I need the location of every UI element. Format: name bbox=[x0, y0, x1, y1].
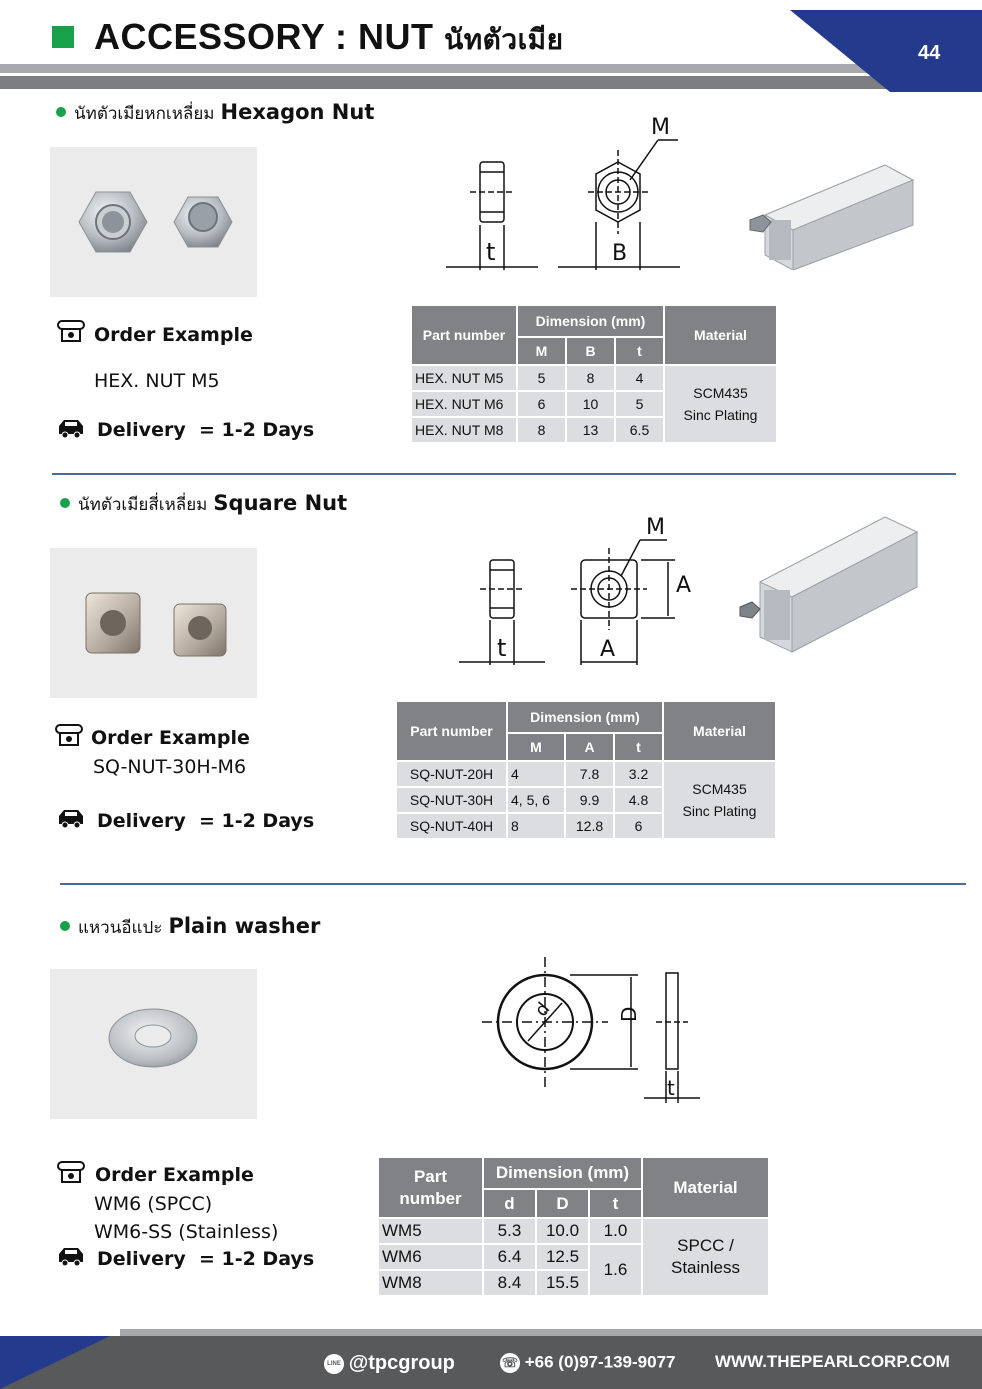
table-header-part bbox=[379, 1158, 482, 1217]
square-delivery-value: = 1-2 Days bbox=[198, 810, 315, 832]
hex-dim-b: B bbox=[612, 241, 628, 266]
hex-delivery-label: Delivery bbox=[97, 419, 186, 441]
square-nut-photo bbox=[50, 548, 257, 698]
washer-dim-t: t bbox=[667, 1076, 675, 1100]
table-col-m: M bbox=[508, 734, 564, 760]
table-cell: WM6 bbox=[379, 1245, 482, 1269]
truck-icon bbox=[57, 808, 85, 828]
washer-drawing bbox=[480, 955, 710, 1110]
table-header-material: Material bbox=[664, 702, 775, 760]
table-material-cell bbox=[665, 366, 776, 442]
hex-spec-table bbox=[410, 304, 778, 444]
table-cell: 13 bbox=[567, 418, 614, 442]
washer-photo bbox=[50, 969, 257, 1119]
square-order-value: SQ-NUT-30H-M6 bbox=[93, 756, 247, 778]
square-profile-illustration bbox=[735, 512, 920, 662]
hex-order-value: HEX. NUT M5 bbox=[94, 370, 220, 392]
table-cell: 8 bbox=[518, 418, 565, 442]
page-number: 44 bbox=[918, 42, 941, 64]
table-cell: 8 bbox=[567, 366, 614, 390]
footer-phone-number: +66 (0)97-139-9077 bbox=[524, 1352, 676, 1372]
washer-spec-table bbox=[377, 1156, 770, 1297]
header-line: number bbox=[399, 1188, 462, 1208]
washer-delivery-label: Delivery bbox=[97, 1248, 186, 1270]
page-title-th: นัทตัวเมีย bbox=[444, 24, 564, 55]
hex-delivery-value: = 1-2 Days bbox=[198, 419, 315, 441]
table-col-D: D bbox=[537, 1190, 588, 1217]
table-header-dimension: Dimension (mm) bbox=[518, 306, 663, 336]
washer-title-th: แหวนอีแปะ bbox=[78, 918, 163, 938]
phone-icon bbox=[57, 320, 85, 342]
table-cell: WM8 bbox=[379, 1271, 482, 1295]
hex-title-th: นัทตัวเมียหกเหลี่ยม bbox=[74, 104, 215, 124]
footer-corner-tab bbox=[0, 1336, 120, 1389]
table-cell: 12.8 bbox=[566, 814, 613, 838]
material-line: SCM435 bbox=[693, 385, 748, 401]
table-col-m: M bbox=[518, 338, 565, 364]
hex-delivery bbox=[97, 419, 314, 441]
table-cell: 4 bbox=[508, 762, 564, 786]
table-cell: SQ-NUT-20H bbox=[397, 762, 506, 786]
table-cell: 15.5 bbox=[537, 1271, 588, 1295]
phone-circle-icon: ☏ bbox=[500, 1353, 520, 1373]
phone-icon bbox=[55, 724, 83, 746]
washer-delivery-value: = 1-2 Days bbox=[198, 1248, 315, 1270]
hex-dim-t: t bbox=[486, 238, 496, 266]
table-cell: HEX. NUT M8 bbox=[412, 418, 516, 442]
page-title bbox=[94, 16, 564, 62]
table-cell: 4.8 bbox=[615, 788, 662, 812]
table-header-material: Material bbox=[665, 306, 776, 364]
square-delivery bbox=[97, 810, 314, 832]
table-col-t: t bbox=[615, 734, 662, 760]
line-app-icon: LINE bbox=[324, 1354, 344, 1374]
section-divider bbox=[52, 473, 956, 475]
table-cell: SQ-NUT-30H bbox=[397, 788, 506, 812]
material-line: SCM435 bbox=[692, 781, 747, 797]
square-section-title bbox=[60, 491, 347, 518]
washer-title-en: Plain washer bbox=[168, 914, 321, 938]
table-col-d: d bbox=[484, 1190, 535, 1217]
table-col-a: A bbox=[566, 734, 613, 760]
table-cell: 3.2 bbox=[615, 762, 662, 786]
table-cell: 10 bbox=[567, 392, 614, 416]
hex-nut-drawing bbox=[440, 110, 690, 275]
header-line: Part bbox=[413, 1166, 448, 1186]
bullet-icon bbox=[56, 107, 66, 117]
square-nut-drawing bbox=[455, 510, 705, 670]
washer-delivery bbox=[97, 1248, 314, 1270]
truck-icon bbox=[57, 418, 85, 438]
table-header-dimension: Dimension (mm) bbox=[484, 1158, 641, 1188]
square-spec-table bbox=[395, 700, 777, 840]
table-header-part: Part number bbox=[397, 702, 506, 760]
table-cell: 4, 5, 6 bbox=[508, 788, 564, 812]
bullet-icon bbox=[60, 921, 70, 931]
square-delivery-label: Delivery bbox=[97, 810, 186, 832]
header-bar-dark bbox=[0, 76, 900, 89]
hex-nut-photo bbox=[50, 147, 257, 297]
table-cell: 4 bbox=[616, 366, 663, 390]
footer-line-id: @tpcgroup bbox=[348, 1352, 455, 1374]
table-row bbox=[379, 1219, 768, 1243]
material-line: Stainless bbox=[671, 1258, 740, 1277]
material-line: SPCC / bbox=[677, 1236, 734, 1255]
square-dim-t: t bbox=[497, 634, 507, 662]
phone-icon bbox=[57, 1161, 85, 1183]
table-cell: 9.9 bbox=[566, 788, 613, 812]
table-row bbox=[397, 762, 775, 786]
washer-dim-d: d bbox=[530, 998, 555, 1021]
square-dim-a-bottom: A bbox=[600, 637, 616, 662]
footer-phone[interactable] bbox=[500, 1352, 676, 1373]
table-cell: 8 bbox=[508, 814, 564, 838]
material-line: Sinc Plating bbox=[683, 407, 758, 423]
washer-order-value-1: WM6 (SPCC) bbox=[94, 1193, 213, 1215]
table-header-dimension: Dimension (mm) bbox=[508, 702, 662, 732]
table-cell: 5 bbox=[518, 366, 565, 390]
hex-nut-image bbox=[50, 147, 257, 297]
table-cell: HEX. NUT M5 bbox=[412, 366, 516, 390]
table-row bbox=[412, 366, 776, 390]
table-cell: 6 bbox=[518, 392, 565, 416]
table-cell: 12.5 bbox=[537, 1245, 588, 1269]
table-col-b: B bbox=[567, 338, 614, 364]
table-material-cell bbox=[664, 762, 775, 838]
table-cell: 1.0 bbox=[590, 1219, 641, 1243]
material-line: Sinc Plating bbox=[682, 803, 757, 819]
square-title-th: นัทตัวเมียสี่เหลี่ยม bbox=[78, 495, 208, 515]
table-cell: 5.3 bbox=[484, 1219, 535, 1243]
header-corner-tab bbox=[790, 10, 982, 92]
footer-website-link[interactable]: WWW.THEPEARLCORP.COM bbox=[715, 1352, 950, 1371]
section-divider bbox=[60, 883, 966, 885]
table-cell: 1.6 bbox=[590, 1245, 641, 1295]
table-cell: 8.4 bbox=[484, 1271, 535, 1295]
table-cell: 6.4 bbox=[484, 1245, 535, 1269]
washer-order-value-2: WM6-SS (Stainless) bbox=[94, 1221, 279, 1243]
table-col-t: t bbox=[616, 338, 663, 364]
footer-line-contact[interactable] bbox=[324, 1352, 455, 1375]
washer-section-title bbox=[60, 914, 320, 941]
square-order-label: Order Example bbox=[91, 727, 250, 749]
page-title-en: ACCESSORY : NUT bbox=[94, 16, 434, 57]
header-accent-square bbox=[52, 26, 74, 48]
square-title-en: Square Nut bbox=[213, 491, 348, 515]
hex-title-en: Hexagon Nut bbox=[220, 100, 375, 124]
square-dim-m: M bbox=[646, 515, 665, 540]
table-cell: 6 bbox=[615, 814, 662, 838]
table-header-part: Part number bbox=[412, 306, 516, 364]
washer-dim-D: D bbox=[617, 1006, 641, 1022]
table-cell: 7.8 bbox=[566, 762, 613, 786]
washer-image bbox=[50, 969, 257, 1119]
hex-section-title bbox=[56, 100, 374, 127]
table-cell: 5 bbox=[616, 392, 663, 416]
table-material-cell bbox=[643, 1219, 768, 1295]
square-dim-a-side: A bbox=[676, 573, 692, 598]
hex-dim-m: M bbox=[651, 115, 670, 140]
table-cell: SQ-NUT-40H bbox=[397, 814, 506, 838]
square-nut-image bbox=[50, 548, 257, 698]
table-cell: HEX. NUT M6 bbox=[412, 392, 516, 416]
table-cell: 6.5 bbox=[616, 418, 663, 442]
hex-order-label: Order Example bbox=[94, 324, 253, 346]
table-cell: WM5 bbox=[379, 1219, 482, 1243]
truck-icon bbox=[57, 1246, 85, 1266]
bullet-icon bbox=[60, 498, 70, 508]
table-cell: 10.0 bbox=[537, 1219, 588, 1243]
table-col-t: t bbox=[590, 1190, 641, 1217]
hex-profile-illustration bbox=[745, 160, 917, 270]
table-header-material: Material bbox=[643, 1158, 768, 1217]
washer-order-label: Order Example bbox=[95, 1164, 254, 1186]
header-bar-light bbox=[0, 64, 900, 73]
